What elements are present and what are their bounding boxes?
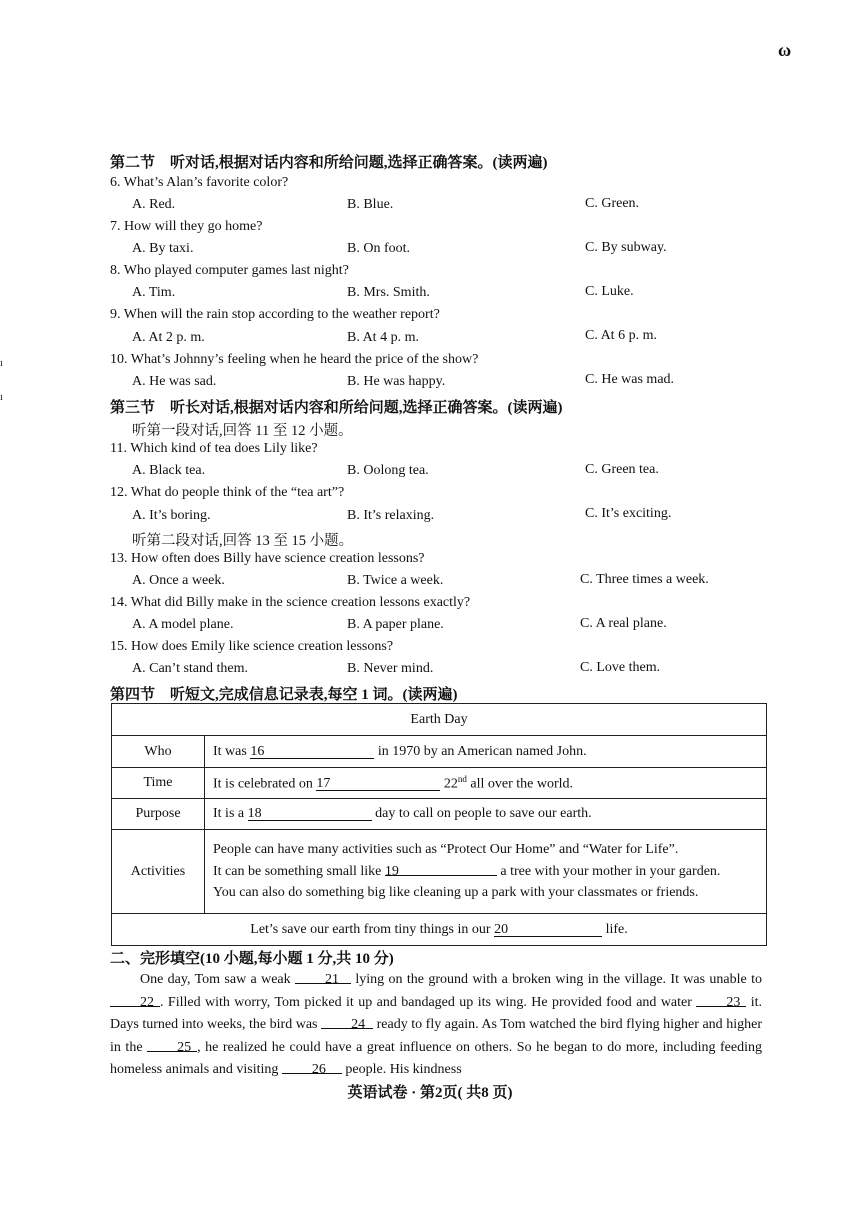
option-a: A. By taxi. — [132, 241, 194, 256]
activities-line-1: People can have many activities such as “Protect Our Home” and “Water for Life”. — [213, 842, 679, 858]
blank-24 — [321, 1014, 373, 1032]
blank-number: 17 — [316, 776, 331, 792]
blank-number: 16 — [250, 743, 265, 759]
section4-heading: 第四节 听短文,完成信息记录表,每空 1 词。(读两遍) — [110, 687, 458, 703]
blank-19 — [384, 861, 497, 879]
option-c: C. By subway. — [585, 240, 667, 255]
question-14: 14. What did Billy make in the science creation lessons exactly? — [110, 595, 471, 610]
option-a: A. It’s boring. — [132, 508, 211, 523]
row-label-purpose: Purpose — [112, 799, 205, 830]
ordinal-suffix: nd — [457, 773, 467, 784]
blank-26 — [282, 1059, 342, 1077]
cloze-passage — [110, 969, 762, 1082]
option-a: A. Can’t stand them. — [132, 661, 249, 676]
table-row — [112, 736, 767, 768]
option-b: B. Twice a week. — [347, 573, 444, 588]
blank-18 — [248, 806, 372, 821]
table-footer-row — [112, 914, 767, 946]
option-c: C. Green. — [585, 196, 640, 211]
table-row — [112, 830, 767, 914]
option-b: B. At 4 p. m. — [347, 330, 419, 345]
blank-23 — [696, 992, 746, 1010]
table-row — [112, 799, 767, 830]
blank-number: 24 — [351, 1017, 366, 1032]
blank-16 — [250, 744, 374, 759]
last-post: life. — [605, 921, 628, 937]
who-pre: It was — [213, 743, 247, 759]
option-b: B. Blue. — [347, 197, 394, 212]
option-a: A. At 2 p. m. — [132, 330, 205, 345]
blank-20 — [494, 922, 602, 937]
activities-line-3: You can also do something big like cleaning up a park with your classmates or friends. — [213, 885, 699, 901]
option-c: C. A real plane. — [580, 616, 667, 631]
cloze-text: lying on the ground with a broken wing in the village. It was unable to — [355, 972, 762, 987]
dialog2-intro: 听第二段对话,回答 13 至 15 小题。 — [132, 533, 354, 549]
blank-25 — [147, 1037, 197, 1055]
last-pre: Let’s save our earth from tiny things in our — [250, 921, 491, 937]
option-c: C. He was mad. — [585, 372, 675, 387]
act-pre: It can be something small like — [213, 863, 382, 879]
row-label-activities: Activities — [112, 830, 205, 914]
table-row — [112, 768, 767, 799]
time-post2: all over the world. — [470, 776, 574, 792]
dialog1-intro: 听第一段对话,回答 11 至 12 小题。 — [132, 423, 353, 439]
option-b: B. He was happy. — [347, 374, 446, 389]
blank-number: 25 — [177, 1039, 192, 1055]
cloze-text: , he realized he could have a great influence on others. So he began to do more, including feeding homeless animals and visiting — [110, 1039, 763, 1077]
question-9: 9. When will the rain stop according to the weather report? — [110, 307, 440, 322]
question-15: 15. How does Emily like science creation lessons? — [110, 639, 394, 654]
cloze-text: One day, Tom saw a weak — [140, 972, 291, 987]
option-b: B. On foot. — [347, 241, 410, 256]
option-a: A. He was sad. — [132, 374, 217, 389]
blank-number: 26 — [311, 1062, 326, 1077]
row-label-who: Who — [112, 736, 205, 768]
cloze-text: ready to fly again. As Tom watched the bird flying higher and higher in the — [110, 1017, 762, 1055]
option-b: B. Oolong tea. — [347, 463, 429, 478]
option-a: A. Once a week. — [132, 573, 225, 588]
option-c: C. Three times a week. — [580, 572, 709, 587]
time-post: 22 — [443, 776, 458, 792]
option-a: A. Black tea. — [132, 463, 206, 478]
option-c: C. Love them. — [580, 660, 661, 675]
side-margin-mark: ı — [0, 358, 3, 369]
option-b: B. Mrs. Smith. — [347, 285, 430, 300]
table-row — [112, 914, 767, 946]
side-margin-mark: ı — [0, 392, 3, 403]
row-content-time — [205, 768, 767, 799]
option-c: C. Green tea. — [585, 462, 659, 477]
table-title: Earth Day — [112, 704, 767, 736]
blank-17 — [316, 776, 440, 791]
option-c: C. It’s exciting. — [585, 506, 672, 521]
option-b: B. It’s relaxing. — [347, 508, 435, 523]
question-6: 6. What’s Alan’s favorite color? — [110, 175, 289, 190]
option-b: B. A paper plane. — [347, 617, 444, 632]
question-7: 7. How will they go home? — [110, 219, 263, 234]
activities-line-2 — [213, 861, 766, 883]
question-8: 8. Who played computer games last night? — [110, 263, 349, 278]
question-11: 11. Which kind of tea does Lily like? — [110, 441, 318, 456]
blank-21 — [295, 969, 351, 987]
option-a: A. Red. — [132, 197, 176, 212]
row-content-who — [205, 736, 767, 768]
question-12: 12. What do people think of the “tea art”? — [110, 485, 345, 500]
cloze-text: people. His kindness — [345, 1062, 462, 1077]
row-label-time: Time — [112, 768, 205, 799]
blank-number: 23 — [726, 994, 741, 1010]
blank-number: 19 — [384, 863, 399, 879]
earth-day-table — [111, 703, 767, 946]
section2-heading: 第二节 听对话,根据对话内容和所给问题,选择正确答案。(读两遍) — [110, 155, 548, 171]
option-b: B. Never mind. — [347, 661, 434, 676]
section3-heading: 第三节 听长对话,根据对话内容和所给问题,选择正确答案。(读两遍) — [110, 400, 563, 416]
blank-number: 21 — [325, 972, 340, 987]
part2-heading: 二、完形填空(10 小题,每小题 1 分,共 10 分) — [110, 951, 394, 967]
row-content-activities — [205, 830, 767, 914]
blank-number: 22 — [140, 994, 154, 1010]
act-post: a tree with your mother in your garden. — [500, 863, 721, 879]
question-10: 10. What’s Johnny’s feeling when he heard the price of the show? — [110, 352, 479, 367]
who-post: in 1970 by an American named John. — [377, 743, 587, 759]
question-13: 13. How often does Billy have science creation lessons? — [110, 551, 425, 566]
row-content-purpose — [205, 799, 767, 830]
page-footer: 英语试卷 · 第2页( 共8 页) — [347, 1085, 513, 1101]
option-a: A. A model plane. — [132, 617, 234, 632]
blank-number: 18 — [247, 806, 262, 821]
purpose-pre: It is a — [213, 806, 245, 821]
blank-22 — [110, 992, 160, 1010]
time-pre: It is celebrated on — [213, 776, 313, 792]
option-c: C. At 6 p. m. — [585, 328, 657, 343]
purpose-post: day to call on people to save our earth. — [375, 806, 592, 821]
cloze-text: it. Days turned into weeks, the bird was — [110, 994, 763, 1032]
blank-number: 20 — [494, 921, 509, 937]
option-a: A. Tim. — [132, 285, 176, 300]
cloze-text: . Filled with worry, Tom picked it up and bandaged up its wing. He provided food and water — [160, 994, 692, 1010]
page-corner-mark: ω — [778, 40, 792, 60]
option-c: C. Luke. — [585, 284, 634, 299]
